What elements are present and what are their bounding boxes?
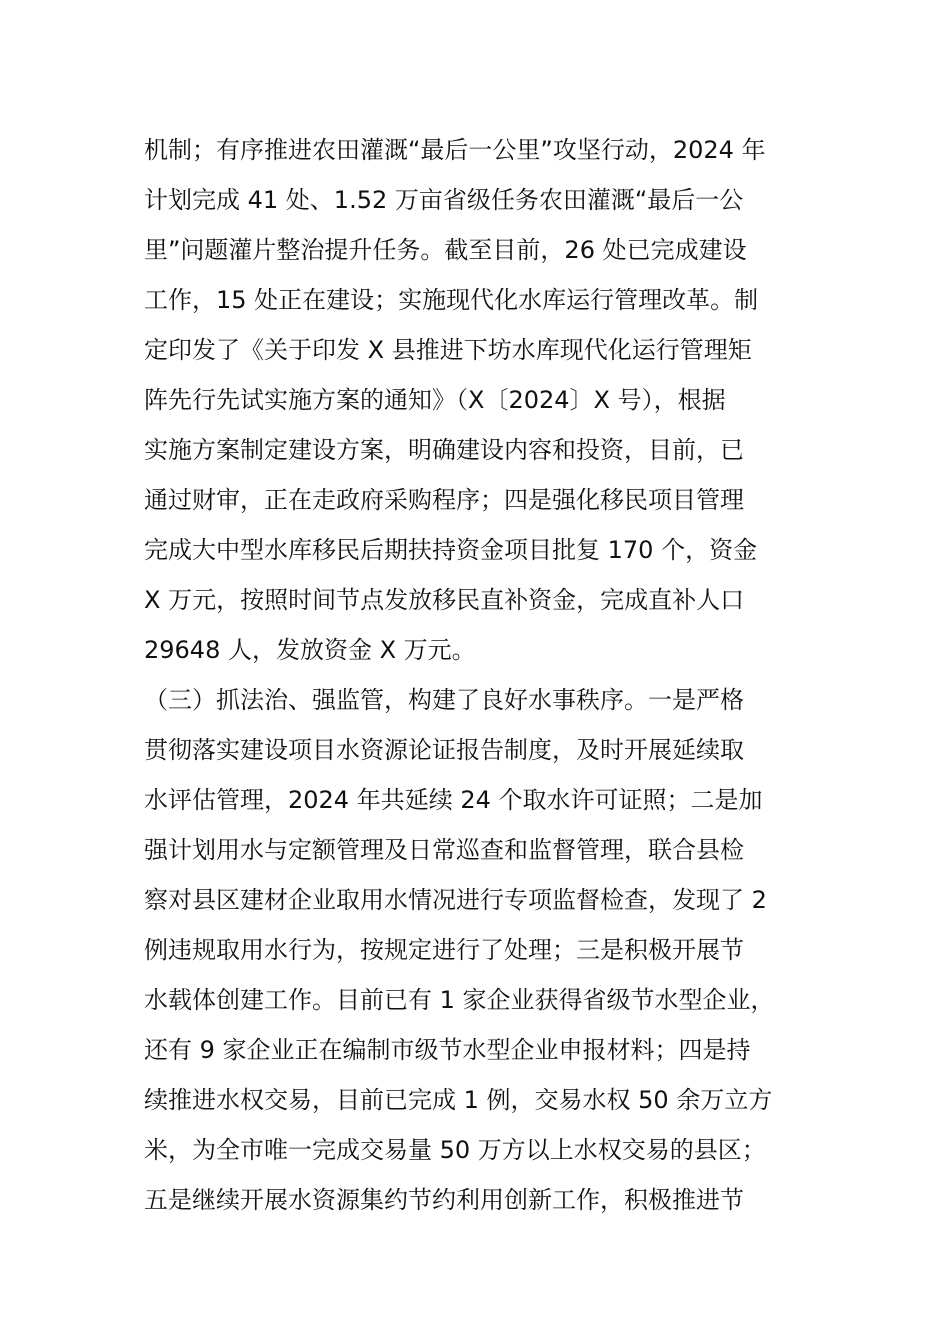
text-line: 水载体创建工作。目前已有 1 家企业获得省级节水型企业，: [144, 986, 775, 1014]
text-line: 定印发了《关于印发 X 县推进下坊水库现代化运行管理矩: [144, 336, 752, 364]
text-line: 计划完成 41 处、1.52 万亩省级任务农田灌溉“最后一公: [144, 186, 744, 214]
section-heading-line: （三）抓法治、强监管，构建了良好水事秩序。一是严格: [144, 686, 744, 714]
text-line: 工作，15 处正在建设；实施现代化水库运行管理改革。制: [144, 286, 759, 314]
body-text: [144, 128, 844, 1228]
text-line: 水评估管理，2024 年共延续 24 个取水许可证照；二是加: [144, 786, 763, 814]
text-line: 29648 人，发放资金 X 万元。: [144, 636, 476, 664]
text-line: 例违规取用水行为，按规定进行了处理；三是积极开展节: [144, 936, 744, 964]
text-line: 实施方案制定建设方案，明确建设内容和投资，目前，已: [144, 436, 744, 464]
text-line: 通过财审，正在走政府采购程序；四是强化移民项目管理: [144, 486, 744, 514]
text-line: 完成大中型水库移民后期扶持资金项目批复 170 个，资金: [144, 536, 758, 564]
text-line: 米，为全市唯一完成交易量 50 万方以上水权交易的县区；: [144, 1136, 766, 1164]
text-line: X 万元，按照时间节点发放移民直补资金，完成直补人口: [144, 586, 745, 614]
text-line: 贯彻落实建设项目水资源论证报告制度，及时开展延续取: [144, 736, 744, 764]
text-line: 强计划用水与定额管理及日常巡查和监督管理，联合县检: [144, 836, 744, 864]
text-line: 五是继续开展水资源集约节约利用创新工作，积极推进节: [144, 1186, 744, 1214]
text-line: 还有 9 家企业正在编制市级节水型企业申报材料；四是持: [144, 1036, 751, 1064]
text-line: 里”问题灌片整治提升任务。截至目前，26 处已完成建设: [144, 236, 747, 264]
text-line: 机制；有序推进农田灌溉“最后一公里”攻坚行动，2024 年: [144, 136, 766, 164]
text-line: 续推进水权交易，目前已完成 1 例，交易水权 50 余万立方: [144, 1086, 773, 1114]
text-line: 阵先行先试实施方案的通知》（X〔2024〕X 号），根据: [144, 386, 726, 414]
text-line: 察对县区建材企业取用水情况进行专项监督检查，发现了 2: [144, 886, 767, 914]
